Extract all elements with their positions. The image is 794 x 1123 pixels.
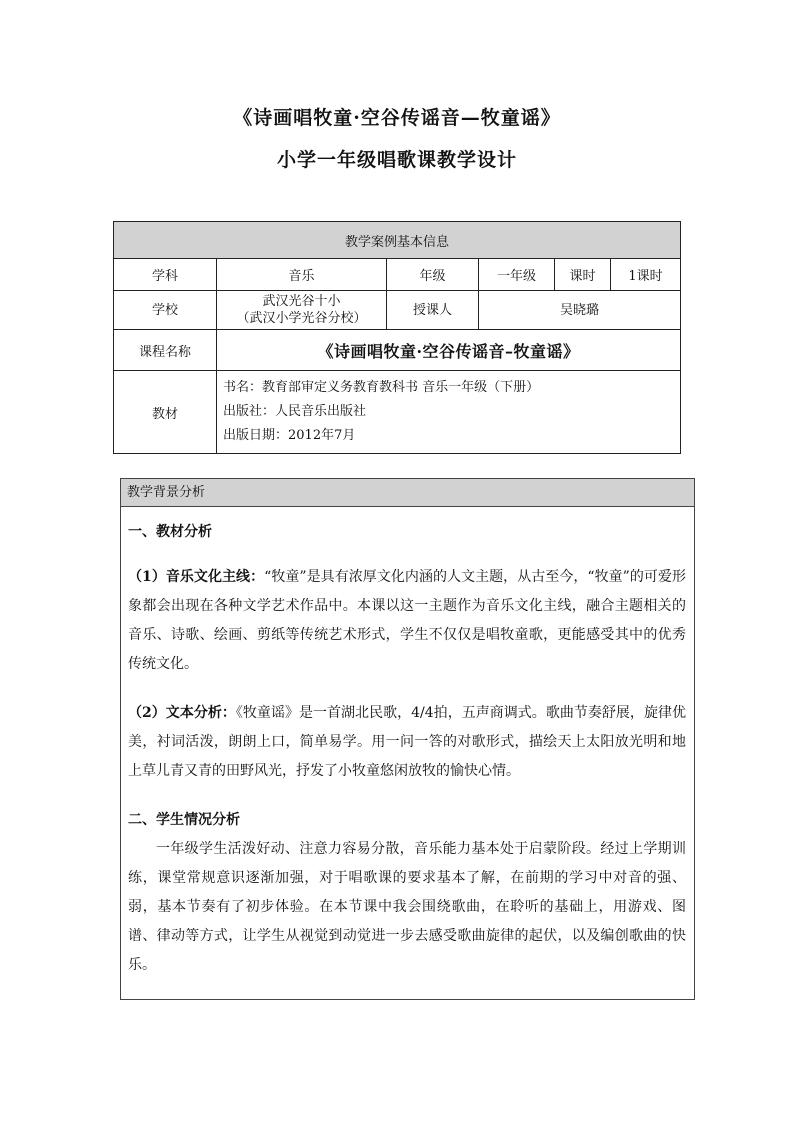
student-analysis-text: 一年级学生活泼好动、注意力容易分散，音乐能力基本处于启蒙阶段。经过上学期训练，课堂常规意识逐渐加强，对于唱歌课的要求基本了解，在前期的学习中对音的强、弱，基本节奏有了初步体验。在本节课中我会围绕歌曲，在聆听的基础上，用游戏、图谱、律动等方式，让学生从视觉到动觉进一步去感受歌曲旋律的起伏，以及编创歌曲的快乐。: [128, 841, 686, 973]
material-label: 教材: [114, 371, 217, 454]
school-line2: （武汉小学光谷分校）: [236, 311, 367, 326]
section2-heading: 二、学生情况分析: [128, 812, 240, 828]
school-label: 学校: [114, 291, 217, 330]
hours-label: 课时: [555, 259, 611, 291]
document-title: 《诗画唱牧童·空谷传谣音—牧童谣》: [233, 107, 561, 129]
text-analysis-text: 《牧童谣》是一首湖北民歌，4/4拍，五声商调式。歌曲节奏舒展，旋律优美，衬词活泼，朗朗上口，简单易学。用一问一答的对歌形式，描绘天上太阳放光明和地上草儿青又青的田野风光，抒发了小牧童悠闲放牧的愉快心情。: [128, 705, 686, 779]
school-value: [217, 291, 387, 330]
basic-info-table: [113, 221, 681, 454]
section1-heading: 一、教材分析: [128, 524, 212, 540]
publisher: 出版社：人民音乐出版社: [223, 404, 367, 419]
material-value: [217, 371, 681, 454]
text-analysis-label: （2）文本分析：: [128, 705, 236, 721]
grade-value: 一年级: [479, 259, 555, 291]
course-label: 课程名称: [114, 330, 217, 371]
publish-date: 出版日期：2012年7月: [223, 428, 356, 443]
document-subtitle: 小学一年级唱歌课教学设计: [276, 149, 517, 171]
paragraph-text-analysis: [128, 699, 686, 786]
analysis-content: [121, 518, 694, 980]
background-analysis-box: [120, 478, 695, 1000]
paragraph-culture: [128, 563, 686, 679]
subject-label: 学科: [114, 259, 217, 291]
book-name: 书名：教育部审定义务教育教科书 音乐一年级（下册）: [223, 380, 540, 395]
analysis-header: 教学背景分析: [121, 479, 694, 507]
culture-label: （1）音乐文化主线：: [128, 569, 265, 585]
hours-value: 1课时: [611, 259, 681, 291]
teacher-value: 吴晓璐: [479, 291, 681, 330]
table-header: 教学案例基本信息: [114, 222, 681, 259]
school-line1: 武汉光谷十小: [262, 294, 341, 309]
course-value: 《诗画唱牧童·空谷传谣音–牧童谣》: [217, 330, 681, 371]
teacher-label: 授课人: [387, 291, 479, 330]
subject-value: 音乐: [217, 259, 387, 291]
grade-label: 年级: [387, 259, 479, 291]
culture-text: “牧童”是具有浓厚文化内涵的人文主题，从古至今，“牧童”的可爱形象都会出现在各种文学艺术作品中。本课以这一主题作为音乐文化主线，融合主题相关的音乐、诗歌、绘画、剪纸等传统艺术形式，学生不仅仅是唱牧童歌，更能感受其中的优秀传统文化。: [128, 569, 686, 672]
